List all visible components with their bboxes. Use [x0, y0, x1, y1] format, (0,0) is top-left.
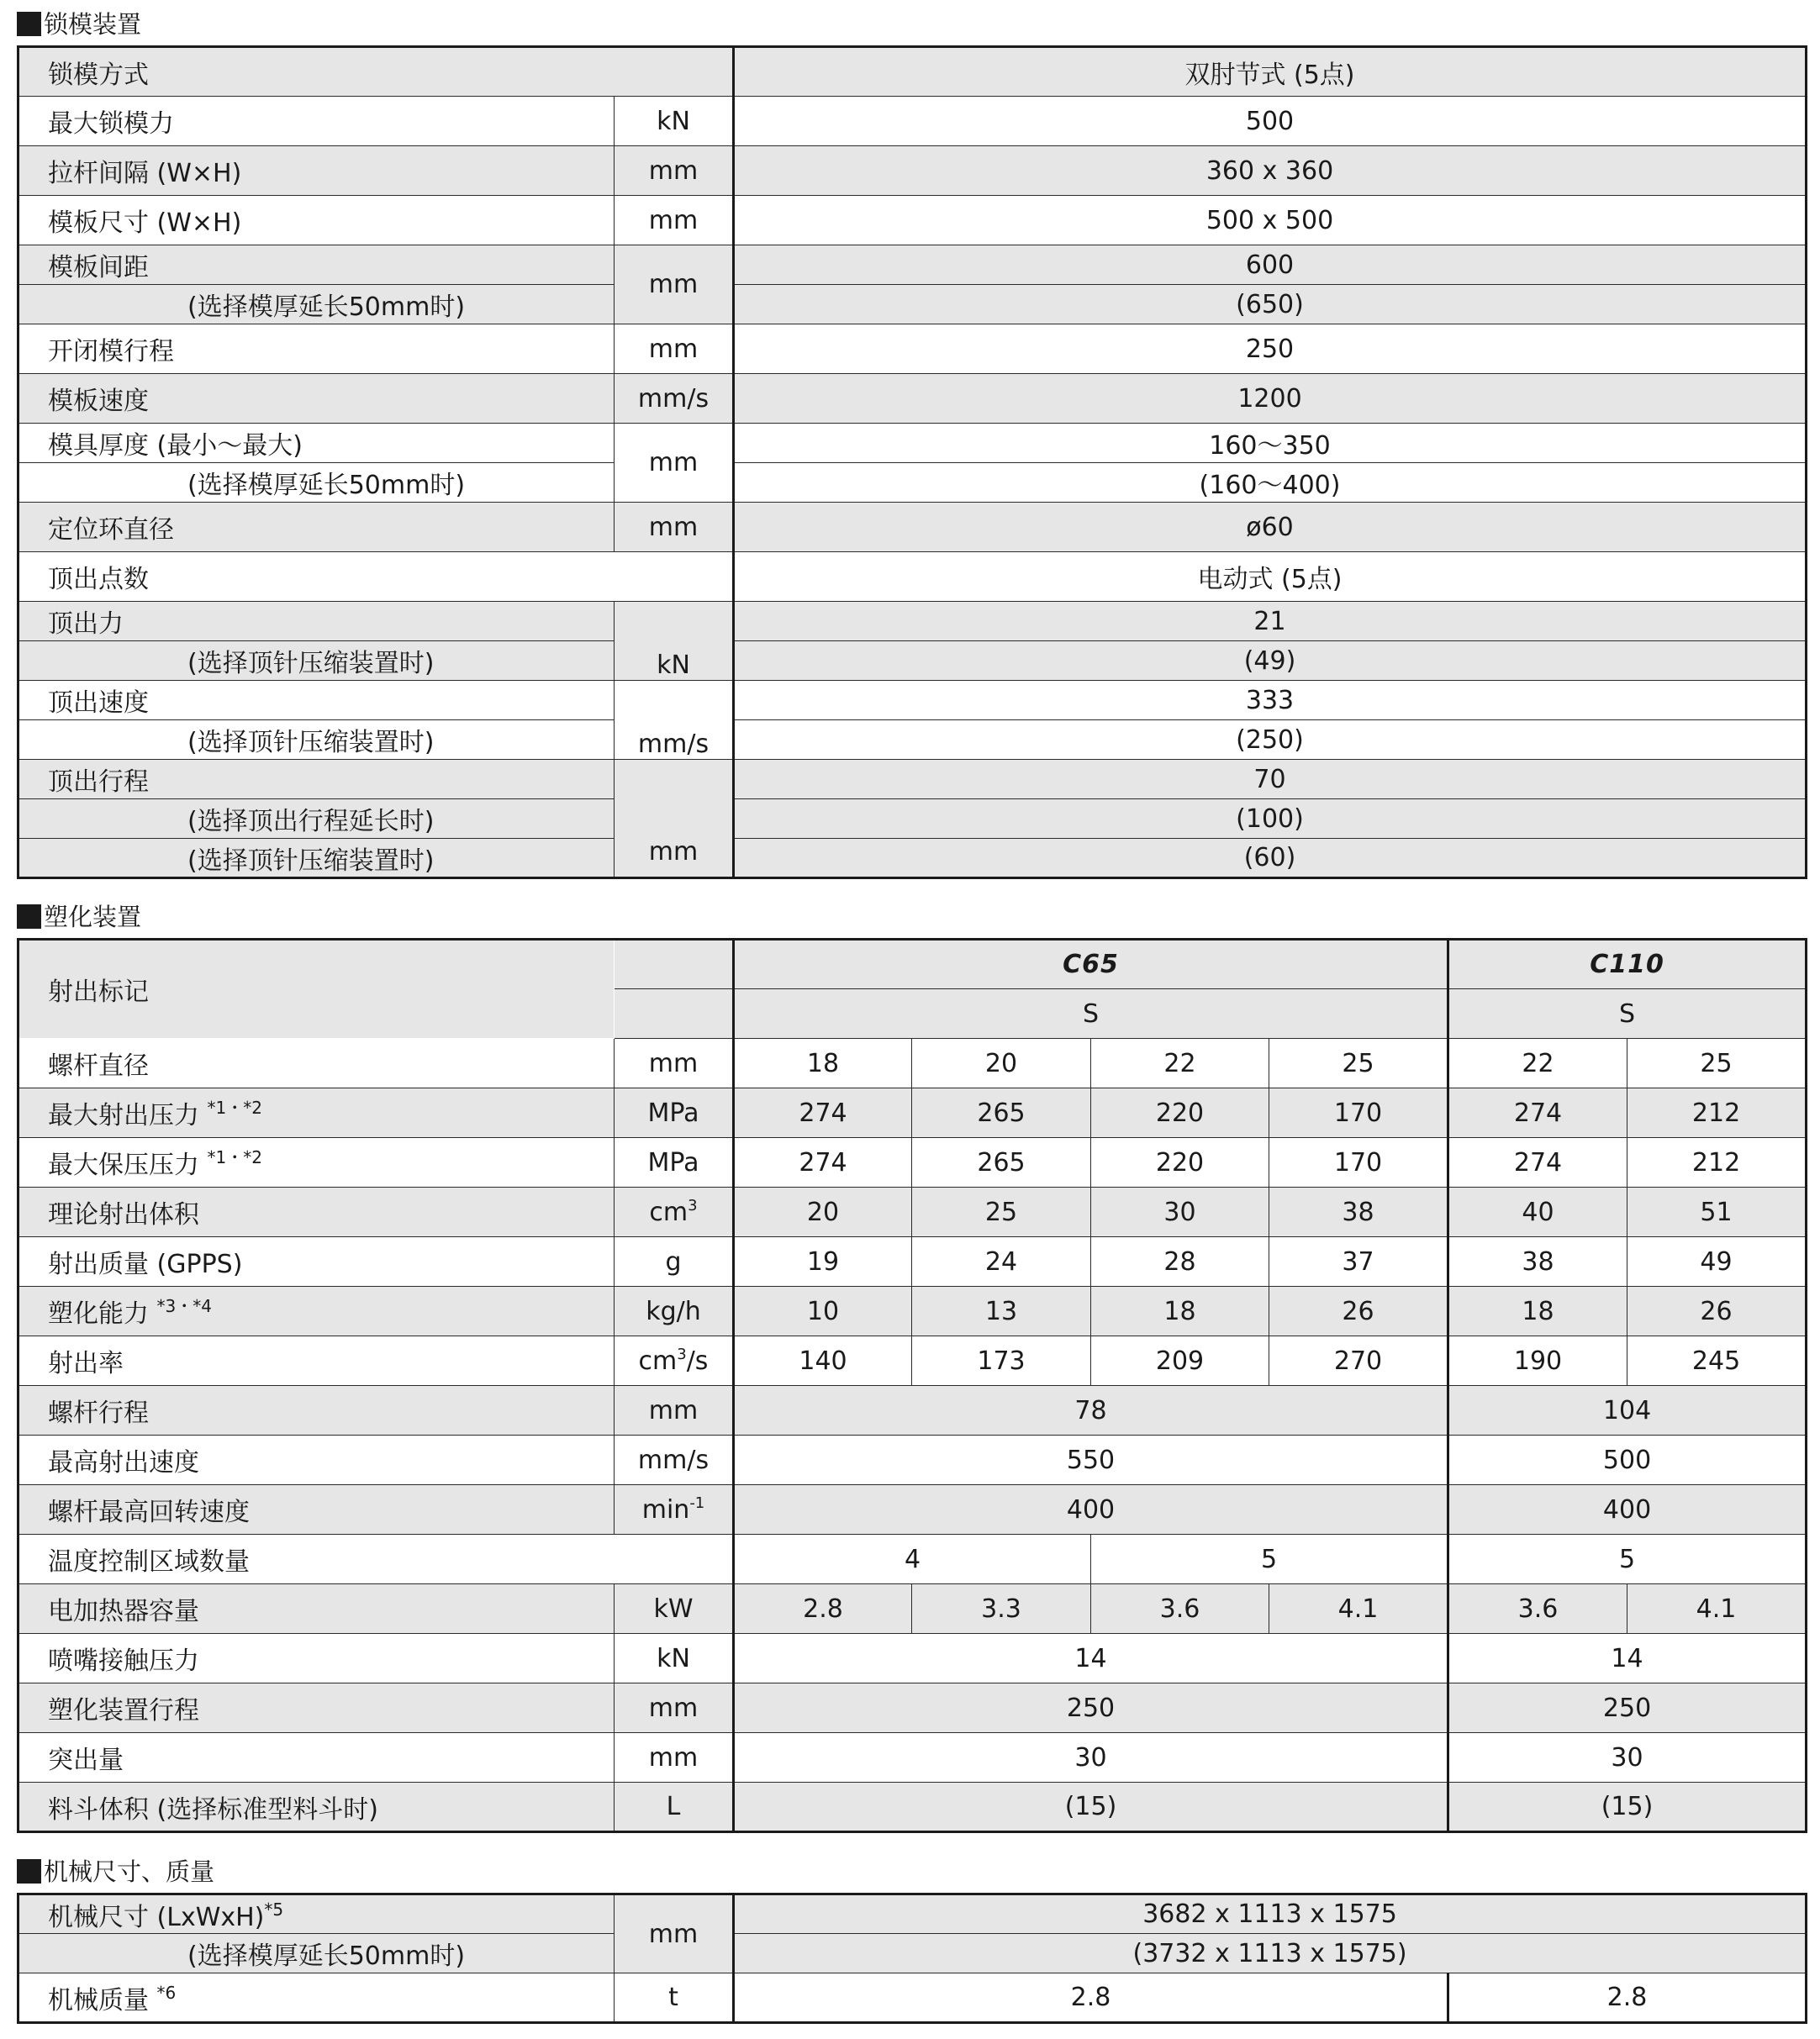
table-row — [18, 503, 1807, 552]
cell-value: 38 — [1269, 1188, 1448, 1237]
cell-value: 220 — [1091, 1138, 1269, 1188]
type-c110: S — [1448, 989, 1807, 1039]
row-label: 最高射出速度 — [18, 1436, 615, 1485]
unit-suffix: /s — [686, 1346, 709, 1376]
square-bullet-icon — [17, 12, 41, 36]
row-subvalue: (60) — [734, 839, 1807, 878]
cell-value: 274 — [734, 1088, 912, 1138]
row-unit: kW — [615, 1584, 734, 1634]
cell-value-c65: 250 — [734, 1683, 1448, 1733]
table-row — [18, 681, 1807, 720]
cell-value: 212 — [1627, 1138, 1807, 1188]
cell-value: 18 — [1091, 1287, 1269, 1336]
row-label: 锁模方式 — [18, 47, 734, 97]
row-unit: mm — [615, 1039, 734, 1088]
section-title-text: 锁模装置 — [44, 10, 142, 39]
row-unit — [615, 1336, 734, 1386]
row-label — [18, 1138, 615, 1188]
section-title-text: 机械尺寸、质量 — [44, 1857, 215, 1886]
row-label — [18, 1894, 615, 1934]
row-label: 螺杆最高回转速度 — [18, 1485, 615, 1535]
cell-value: 274 — [1448, 1088, 1627, 1138]
row-label-text: 塑化能力 — [48, 1299, 149, 1329]
cell-value-c110: 250 — [1448, 1683, 1807, 1733]
footnote-mark: *5 — [264, 1899, 284, 1920]
row-label: 温度控制区域数量 — [18, 1535, 734, 1584]
table-row — [18, 1336, 1807, 1386]
row-unit — [615, 1188, 734, 1237]
table-row — [18, 799, 1807, 839]
row-unit — [615, 1485, 734, 1535]
table-row — [18, 602, 1807, 641]
table-row — [18, 1683, 1807, 1733]
cell-value: 209 — [1091, 1336, 1269, 1386]
row-label — [18, 1287, 615, 1336]
row-label-text: 机械质量 — [48, 1985, 149, 2015]
cell-value: 22 — [1091, 1039, 1269, 1088]
row-unit: kN — [615, 97, 734, 146]
table-row — [18, 1733, 1807, 1783]
header-unit-blank — [615, 940, 734, 989]
cell-value: 19 — [734, 1237, 912, 1287]
row-value: 333 — [734, 681, 1807, 720]
table-row — [18, 1783, 1807, 1832]
row-unit: t — [615, 1973, 734, 2023]
row-unit: L — [615, 1783, 734, 1832]
row-sublabel: (选择模厚延长50mm时) — [18, 285, 615, 324]
table-row — [18, 424, 1807, 463]
row-unit: mm — [615, 1733, 734, 1783]
cell-value: 270 — [1269, 1336, 1448, 1386]
row-label — [18, 1088, 615, 1138]
cell-value-c110: 500 — [1448, 1436, 1807, 1485]
cell-value: 18 — [734, 1039, 912, 1088]
row-value: 双肘节式 (5点) — [734, 47, 1807, 97]
cell-value-c65-a: 4 — [734, 1535, 1091, 1584]
row-value: 360 x 360 — [734, 146, 1807, 196]
section-title-clamp — [17, 5, 141, 44]
row-label: 喷嘴接触压力 — [18, 1634, 615, 1683]
row-label: 射出率 — [18, 1336, 615, 1386]
row-sublabel: (选择模厚延长50mm时) — [18, 463, 615, 503]
table-row — [18, 839, 1807, 878]
square-bullet-icon — [17, 1859, 41, 1884]
cell-value: 40 — [1448, 1188, 1627, 1237]
row-unit: MPa — [615, 1138, 734, 1188]
table-row — [18, 324, 1807, 374]
table-row — [18, 1237, 1807, 1287]
row-label: 电加热器容量 — [18, 1584, 615, 1634]
row-label — [18, 1973, 615, 2023]
row-unit: mm — [615, 760, 734, 878]
row-label-text: 最大保压压力 — [48, 1151, 199, 1180]
table-row — [18, 374, 1807, 424]
row-value: 21 — [734, 602, 1807, 641]
injection-table — [17, 938, 1807, 1833]
row-unit: mm — [615, 324, 734, 374]
row-subvalue: (3732 x 1113 x 1575) — [734, 1934, 1807, 1973]
cell-value-c65: 2.8 — [734, 1973, 1448, 2023]
table-row — [18, 463, 1807, 503]
cell-value: 170 — [1269, 1088, 1448, 1138]
table-row — [18, 1973, 1807, 2023]
cell-value-c110: 5 — [1448, 1535, 1807, 1584]
row-subvalue: (160～400) — [734, 463, 1807, 503]
cell-value-c65: 550 — [734, 1436, 1448, 1485]
table-row — [18, 1039, 1807, 1088]
row-unit: mm/s — [615, 681, 734, 760]
row-label: 理论射出体积 — [18, 1188, 615, 1237]
table-row — [18, 285, 1807, 324]
cell-value-c110: 104 — [1448, 1386, 1807, 1436]
unit-sup: 3 — [688, 1196, 698, 1214]
clamp-table — [17, 45, 1807, 879]
cell-value: 22 — [1448, 1039, 1627, 1088]
footnote-mark: *3・*4 — [156, 1296, 212, 1316]
cell-value-c65: 400 — [734, 1485, 1448, 1535]
cell-value-c65: 14 — [734, 1634, 1448, 1683]
row-value: ø60 — [734, 503, 1807, 552]
cell-value: 3.3 — [912, 1584, 1091, 1634]
row-label: 顶出速度 — [18, 681, 615, 720]
cell-value: 2.8 — [734, 1584, 912, 1634]
row-sublabel: (选择顶针压缩装置时) — [18, 720, 615, 760]
table-row — [18, 245, 1807, 285]
table-row — [18, 1535, 1807, 1584]
row-label: 模板间距 — [18, 245, 615, 285]
row-label: 射出质量 (GPPS) — [18, 1237, 615, 1287]
table-row — [18, 47, 1807, 97]
row-unit: mm — [615, 1894, 734, 1973]
unit-sup: 3 — [677, 1345, 687, 1363]
cell-value: 4.1 — [1269, 1584, 1448, 1634]
cell-value: 26 — [1627, 1287, 1807, 1336]
row-subvalue: (650) — [734, 285, 1807, 324]
cell-value-c65: (15) — [734, 1783, 1448, 1832]
row-label: 突出量 — [18, 1733, 615, 1783]
cell-value: 3.6 — [1091, 1584, 1269, 1634]
cell-value: 274 — [734, 1138, 912, 1188]
row-unit: kN — [615, 1634, 734, 1683]
row-unit: mm — [615, 1683, 734, 1733]
model-c65: C65 — [734, 940, 1448, 989]
cell-value: 18 — [1448, 1287, 1627, 1336]
row-subvalue: (250) — [734, 720, 1807, 760]
row-label: 模板速度 — [18, 374, 615, 424]
cell-value: 49 — [1627, 1237, 1807, 1287]
row-unit: mm/s — [615, 374, 734, 424]
table-row — [18, 1894, 1807, 1934]
row-unit: mm — [615, 503, 734, 552]
row-label: 定位环直径 — [18, 503, 615, 552]
table-row — [18, 1436, 1807, 1485]
row-unit: g — [615, 1237, 734, 1287]
cell-value-c110: 14 — [1448, 1634, 1807, 1683]
cell-value: 173 — [912, 1336, 1091, 1386]
table-row — [18, 196, 1807, 245]
section-title-text: 塑化装置 — [44, 903, 142, 931]
row-unit: mm — [615, 424, 734, 503]
cell-value: 140 — [734, 1336, 912, 1386]
row-unit: mm/s — [615, 1436, 734, 1485]
cell-value: 24 — [912, 1237, 1091, 1287]
cell-value: 25 — [912, 1188, 1091, 1237]
unit-text: min — [641, 1494, 690, 1525]
row-unit: mm — [615, 146, 734, 196]
table-row — [18, 1634, 1807, 1683]
cell-value: 20 — [912, 1039, 1091, 1088]
square-bullet-icon — [17, 904, 41, 929]
cell-value: 220 — [1091, 1088, 1269, 1138]
cell-value: 51 — [1627, 1188, 1807, 1237]
cell-value: 28 — [1091, 1237, 1269, 1287]
row-label: 最大锁模力 — [18, 97, 615, 146]
table-row — [18, 760, 1807, 799]
row-label: 螺杆行程 — [18, 1386, 615, 1436]
row-value: 电动式 (5点) — [734, 552, 1807, 602]
table-row — [18, 1386, 1807, 1436]
table-row — [18, 1088, 1807, 1138]
cell-value: 30 — [1091, 1188, 1269, 1237]
row-value: 500 x 500 — [734, 196, 1807, 245]
cell-value: 37 — [1269, 1237, 1448, 1287]
row-label: 顶出点数 — [18, 552, 734, 602]
unit-text: cm — [638, 1346, 678, 1376]
table-row — [18, 1138, 1807, 1188]
row-label-text: 机械尺寸 (LxWxH) — [48, 1902, 265, 1932]
row-label: 模具厚度 (最小～最大) — [18, 424, 615, 463]
header-unit-blank — [615, 989, 734, 1039]
cell-value: 25 — [1627, 1039, 1807, 1088]
row-value: 1200 — [734, 374, 1807, 424]
cell-value-c65: 30 — [734, 1733, 1448, 1783]
cell-value: 26 — [1269, 1287, 1448, 1336]
row-unit: mm — [615, 1386, 734, 1436]
table-row — [18, 552, 1807, 602]
cell-value: 265 — [912, 1088, 1091, 1138]
row-value: 600 — [734, 245, 1807, 285]
table-row — [18, 1584, 1807, 1634]
cell-value-c65: 78 — [734, 1386, 1448, 1436]
table-row — [18, 146, 1807, 196]
cell-value: 38 — [1448, 1237, 1627, 1287]
cell-value-c110: 400 — [1448, 1485, 1807, 1535]
type-c65: S — [734, 989, 1448, 1039]
row-label: 顶出行程 — [18, 760, 615, 799]
unit-sup: -1 — [689, 1494, 705, 1512]
header-label: 射出标记 — [18, 940, 615, 1039]
row-label: 拉杆间隔 (W×H) — [18, 146, 615, 196]
cell-value: 3.6 — [1448, 1584, 1627, 1634]
row-label: 模板尺寸 (W×H) — [18, 196, 615, 245]
section-title-machine — [17, 1852, 214, 1891]
row-unit: kg/h — [615, 1287, 734, 1336]
table-row — [18, 1934, 1807, 1973]
cell-value: 265 — [912, 1138, 1091, 1188]
row-sublabel: (选择顶针压缩装置时) — [18, 641, 615, 681]
row-label: 料斗体积 (选择标准型料斗时) — [18, 1783, 615, 1832]
cell-value: 10 — [734, 1287, 912, 1336]
row-subvalue: (100) — [734, 799, 1807, 839]
table-row — [18, 1188, 1807, 1237]
cell-value: 25 — [1269, 1039, 1448, 1088]
footnote-mark: *6 — [156, 1982, 177, 2003]
cell-value-c110: (15) — [1448, 1783, 1807, 1832]
row-label: 顶出力 — [18, 602, 615, 641]
row-value: 160～350 — [734, 424, 1807, 463]
row-value: 500 — [734, 97, 1807, 146]
cell-value: 212 — [1627, 1088, 1807, 1138]
cell-value: 4.1 — [1627, 1584, 1807, 1634]
footnote-mark: *1・*2 — [207, 1098, 262, 1118]
cell-value: 170 — [1269, 1138, 1448, 1188]
row-sublabel: (选择顶出行程延长时) — [18, 799, 615, 839]
row-unit: kN — [615, 602, 734, 681]
table-row — [18, 1485, 1807, 1535]
table-row — [18, 940, 1807, 989]
row-value: 70 — [734, 760, 1807, 799]
footnote-mark: *1・*2 — [207, 1147, 262, 1167]
cell-value-c65-b: 5 — [1091, 1535, 1448, 1584]
row-sublabel: (选择顶针压缩装置时) — [18, 839, 615, 878]
cell-value: 13 — [912, 1287, 1091, 1336]
cell-value-c110: 2.8 — [1448, 1973, 1807, 2023]
table-row — [18, 97, 1807, 146]
cell-value: 190 — [1448, 1336, 1627, 1386]
row-subvalue: (49) — [734, 641, 1807, 681]
model-c110: C110 — [1448, 940, 1807, 989]
row-label: 开闭模行程 — [18, 324, 615, 374]
row-value: 250 — [734, 324, 1807, 374]
cell-value: 274 — [1448, 1138, 1627, 1188]
row-unit: mm — [615, 245, 734, 324]
unit-text: cm — [649, 1197, 688, 1227]
machine-table — [17, 1893, 1807, 2024]
row-unit: mm — [615, 196, 734, 245]
row-label: 螺杆直径 — [18, 1039, 615, 1088]
row-unit: MPa — [615, 1088, 734, 1138]
row-label-text: 最大射出压力 — [48, 1101, 199, 1130]
cell-value: 245 — [1627, 1336, 1807, 1386]
row-value: 3682 x 1113 x 1575 — [734, 1894, 1807, 1934]
row-label: 塑化装置行程 — [18, 1683, 615, 1733]
cell-value-c110: 30 — [1448, 1733, 1807, 1783]
table-row — [18, 1287, 1807, 1336]
cell-value: 20 — [734, 1188, 912, 1237]
table-row — [18, 720, 1807, 760]
table-row — [18, 641, 1807, 681]
row-sublabel: (选择模厚延长50mm时) — [18, 1934, 615, 1973]
section-title-injection — [17, 898, 141, 936]
